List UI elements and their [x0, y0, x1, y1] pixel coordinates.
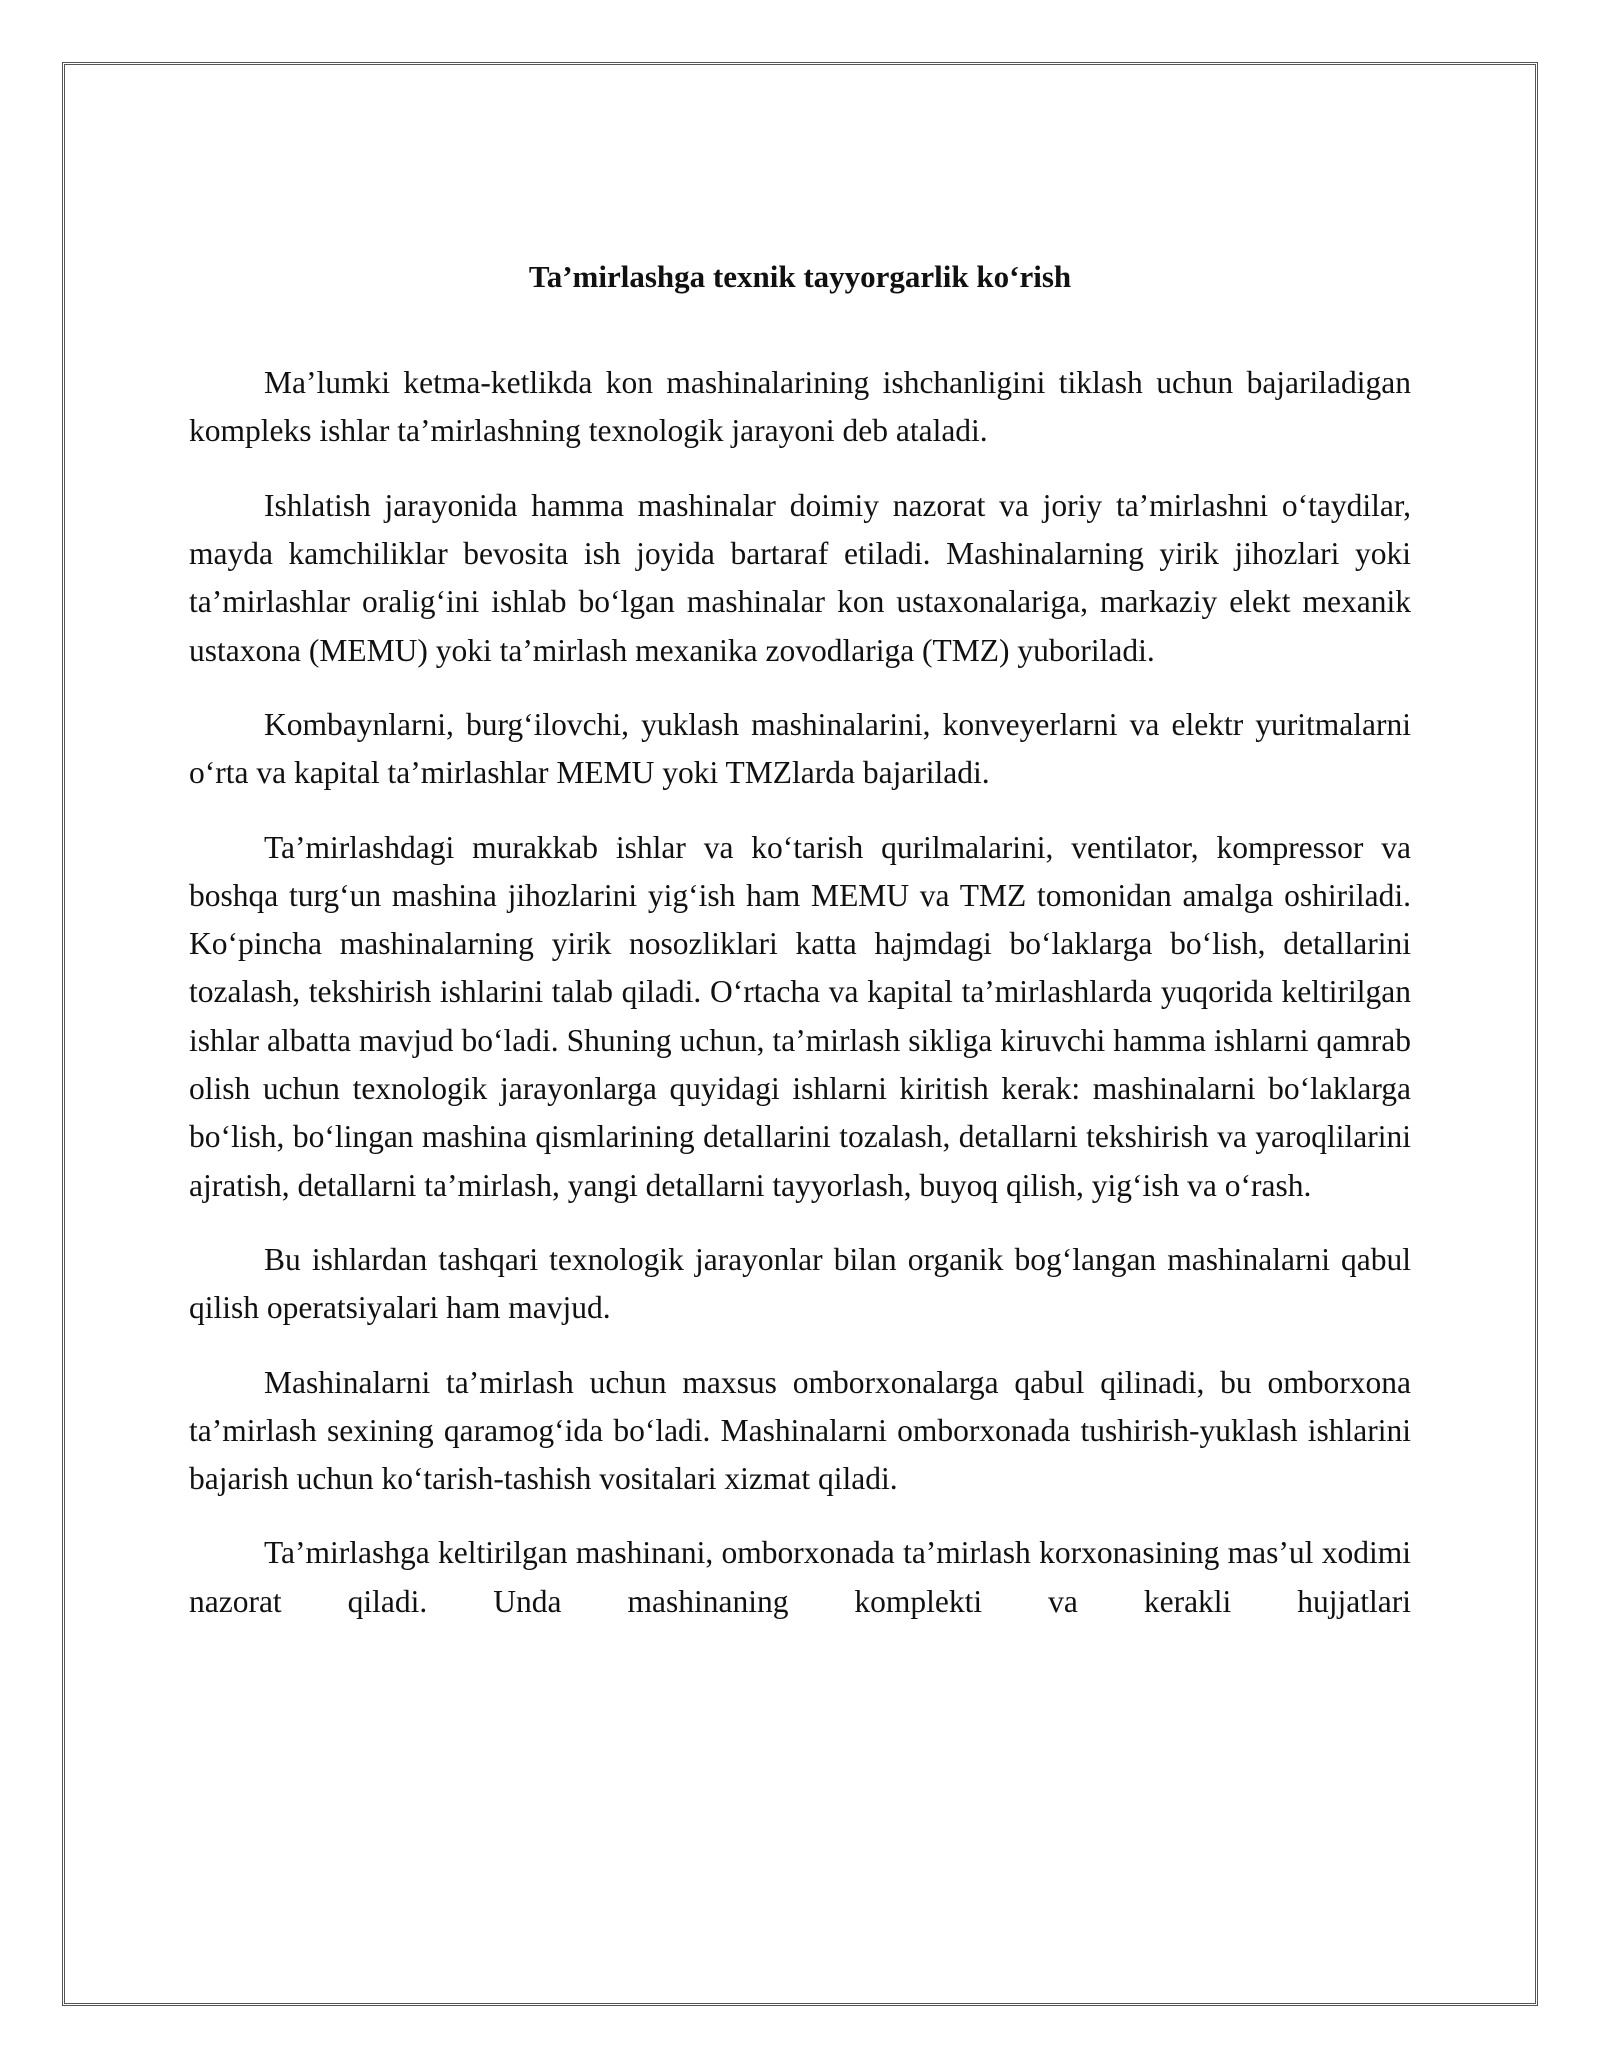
- paragraph-7: Ta’mirlashga keltirilgan mashinani, omborxonada ta’mirlash korxonasining mas’ul xodimi nazorat qiladi. Unda mashinaning komplekti va kerakli hujjatlari: [189, 1535, 1411, 1619]
- document-body: [189, 258, 1411, 1626]
- paragraph-6: Mashinalarni ta’mirlash uchun maxsus omborxonalarga qabul qilinadi, bu omborxona ta’mirlash sexining qaramog‘ida bo‘ladi. Mashinalarni omborxonada tushirish-yuklash ishlarini bajarish uchun ko‘tarish-tashish vositalari xizmat qiladi.: [189, 1364, 1411, 1497]
- paragraph-4: Ta’mirlashdagi murakkab ishlar va ko‘tarish qurilmalarini, ventilator, kompressor va boshqa turg‘un mashina jihozlarini yig‘ish ham MEMU va TMZ tomonidan amalga oshiriladi. Ko‘pincha mashinalarning yirik nosozliklari katta hajmdagi bo‘laklarga bo‘lish, detallarini tozalash, tekshirish ishlarini talab qiladi. O‘rtacha va kapital ta’mirlashlarda yuqorida keltirilgan ishlar albatta mavjud bo‘ladi. Shuning uchun, ta’mirlash sikliga kiruvchi hamma ishlarni qamrab olish uchun texnologik jarayonlarga quyidagi ishlarni kiritish kerak: mashinalarni bo‘laklarga bo‘lish, bo‘lingan mashina qismlarining detallarini tozalash, detallarni tekshirish va yaroqlilarini ajratish, detallarni ta’mirlash, yangi detallarni tayyorlash, buyoq qilish, yig‘ish va o‘rash.: [189, 829, 1411, 1203]
- paragraph-2: Ishlatish jarayonida hamma mashinalar doimiy nazorat va joriy ta’mirlashni o‘taydilar, mayda kamchiliklar bevosita ish joyida bartaraf etiladi. Mashinalarning yirik jihozlari yoki ta’mirlashlar oralig‘ini ishlab bo‘lgan mashinalar kon ustaxonalariga, markaziy elekt mexanik ustaxona (MEMU) yoki ta’mirlash mexanika zovodlariga (TMZ) yuboriladi.: [189, 487, 1411, 668]
- document-title: Ta’mirlashga texnik tayyorgarlik ko‘rish: [528, 259, 1072, 294]
- paragraph-5: Bu ishlardan tashqari texnologik jarayonlar bilan organik bog‘langan mashinalarni qabul qilish operatsiyalari ham mavjud.: [189, 1241, 1411, 1326]
- paragraph-1: Ma’lumki ketma-ketlikda kon mashinalarining ishchanligini tiklash uchun bajariladigan kompleks ishlar ta’mirlashning texnologik jarayoni deb ataladi.: [189, 365, 1411, 449]
- paragraph-3: Kombaynlarni, burg‘ilovchi, yuklash mashinalarini, konveyerlarni va elektr yuritmalarni o‘rta va kapital ta’mirlashlar MEMU yoki TMZlarda bajariladi.: [189, 706, 1411, 791]
